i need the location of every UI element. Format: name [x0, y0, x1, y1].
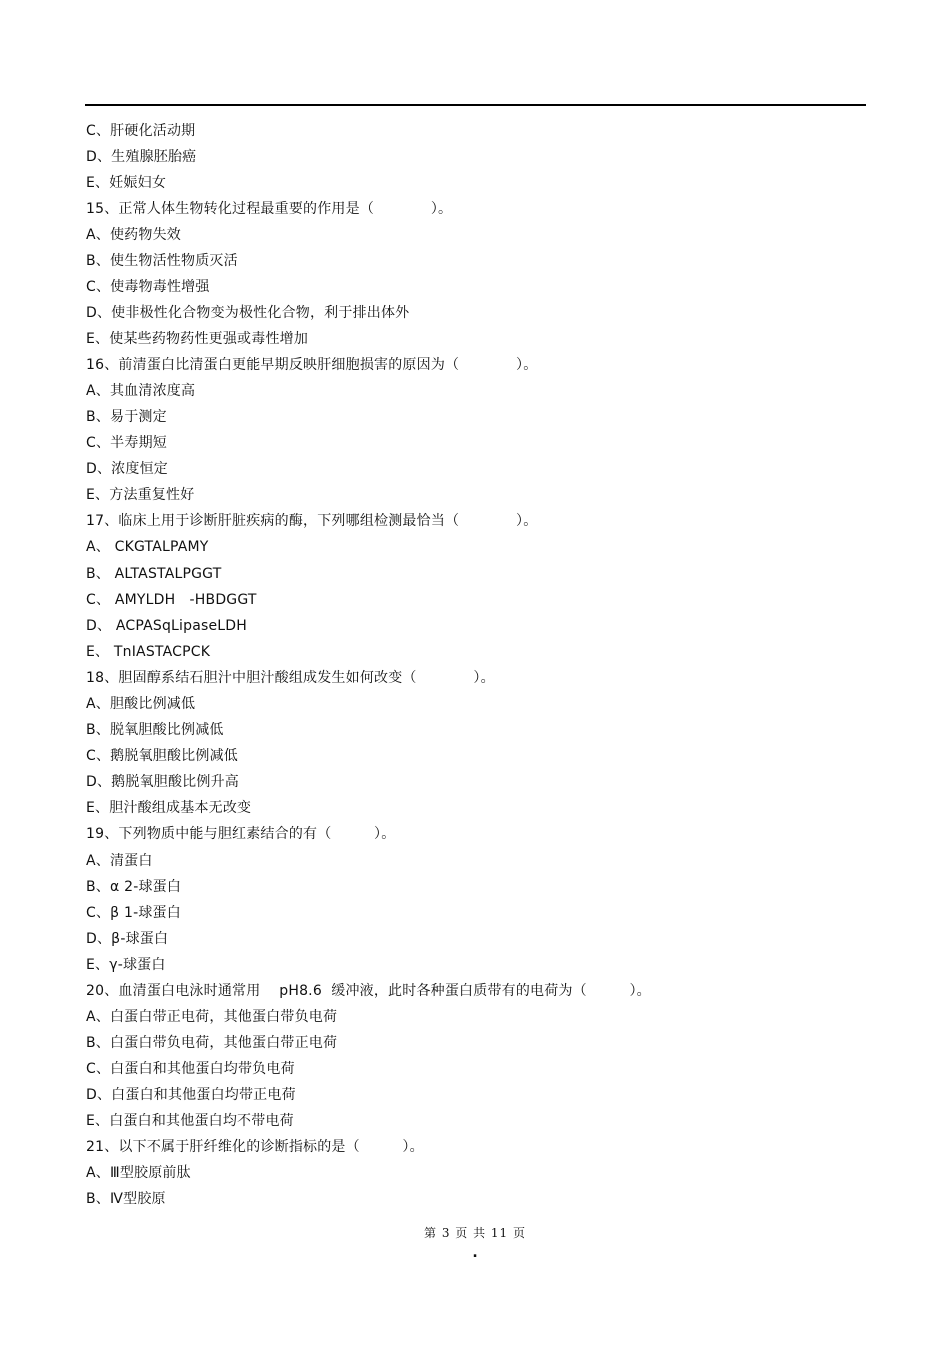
text-line: B、脱氧胆酸比例减低 [86, 722, 224, 738]
question-line: 21、以下不属于肝纤维化的诊断指标的是（ ）。 [86, 1139, 424, 1155]
question-line: 17、临床上用于诊断肝脏疾病的酶，下列哪组检测最恰当（ ）。 [86, 513, 538, 529]
text-line: D、β-球蛋白 [86, 931, 169, 947]
text-line: A、Ⅲ型胶原前肽 [86, 1165, 191, 1181]
text-line: E、胆汁酸组成基本无改变 [86, 800, 252, 816]
text-line: D、使非极性化合物变为极性化合物，利于排出体外 [86, 305, 410, 321]
text-line: B、白蛋白带负电荷，其他蛋白带正电荷 [86, 1035, 338, 1051]
text-line: E、方法重复性好 [86, 487, 195, 503]
text-line: B、α 2-球蛋白 [86, 879, 182, 895]
text-line: D、白蛋白和其他蛋白均带正电荷 [86, 1087, 296, 1103]
text-line: D、浓度恒定 [86, 461, 168, 477]
text-line: E、白蛋白和其他蛋白均不带电荷 [86, 1113, 294, 1129]
text-line: A、使药物失效 [86, 227, 181, 243]
text-line: B、Ⅳ型胶原 [86, 1191, 166, 1207]
text-line: E、妊娠妇女 [86, 175, 167, 191]
text-line: B、易于测定 [86, 409, 167, 425]
header-rule [85, 104, 866, 106]
text-line: C、 AMYLDH -HBDGGT [86, 592, 257, 608]
page-number-footer: 第 3 页 共 11 页 [424, 1226, 526, 1240]
text-line: A、清蛋白 [86, 853, 153, 869]
text-line: E、使某些药物药性更强或毒性增加 [86, 331, 309, 347]
text-line: C、半寿期短 [86, 435, 167, 451]
text-line: A、 CKGTALPAMY [86, 539, 209, 555]
text-line: C、肝硬化活动期 [86, 123, 196, 139]
question-line: 20、血清蛋白电泳时通常用 pH8.6 缓冲液，此时各种蛋白质带有的电荷为（ ）。 [86, 983, 651, 999]
question-line: 19、下列物质中能与胆红素结合的有（ ）。 [86, 826, 396, 842]
text-line: A、白蛋白带正电荷，其他蛋白带负电荷 [86, 1009, 338, 1025]
text-line: C、白蛋白和其他蛋白均带负电荷 [86, 1061, 295, 1077]
text-line: A、胆酸比例减低 [86, 696, 196, 712]
text-line: E、 TnIASTACPCK [86, 644, 211, 660]
text-line: D、鹅脱氧胆酸比例升高 [86, 774, 239, 790]
text-line: D、 ACPASqLipaseLDH [86, 618, 248, 634]
text-line: C、β 1-球蛋白 [86, 905, 181, 921]
question-line: 15、正常人体生物转化过程最重要的作用是（ ）。 [86, 201, 453, 217]
question-line: 16、前清蛋白比清蛋白更能早期反映肝细胞损害的原因为（ ）。 [86, 357, 538, 373]
text-line: C、使毒物毒性增强 [86, 279, 210, 295]
question-line: 18、胆固醇系结石胆汁中胆汁酸组成发生如何改变（ ）。 [86, 670, 495, 686]
text-line: C、鹅脱氧胆酸比例减低 [86, 748, 238, 764]
footer-dot: . [472, 1245, 478, 1261]
text-line: D、生殖腺胚胎癌 [86, 149, 197, 165]
text-line: B、 ALTASTALPGGT [86, 566, 222, 582]
text-line: E、γ-球蛋白 [86, 957, 166, 973]
text-line: A、其血清浓度高 [86, 383, 196, 399]
text-line: B、使生物活性物质灭活 [86, 253, 238, 269]
